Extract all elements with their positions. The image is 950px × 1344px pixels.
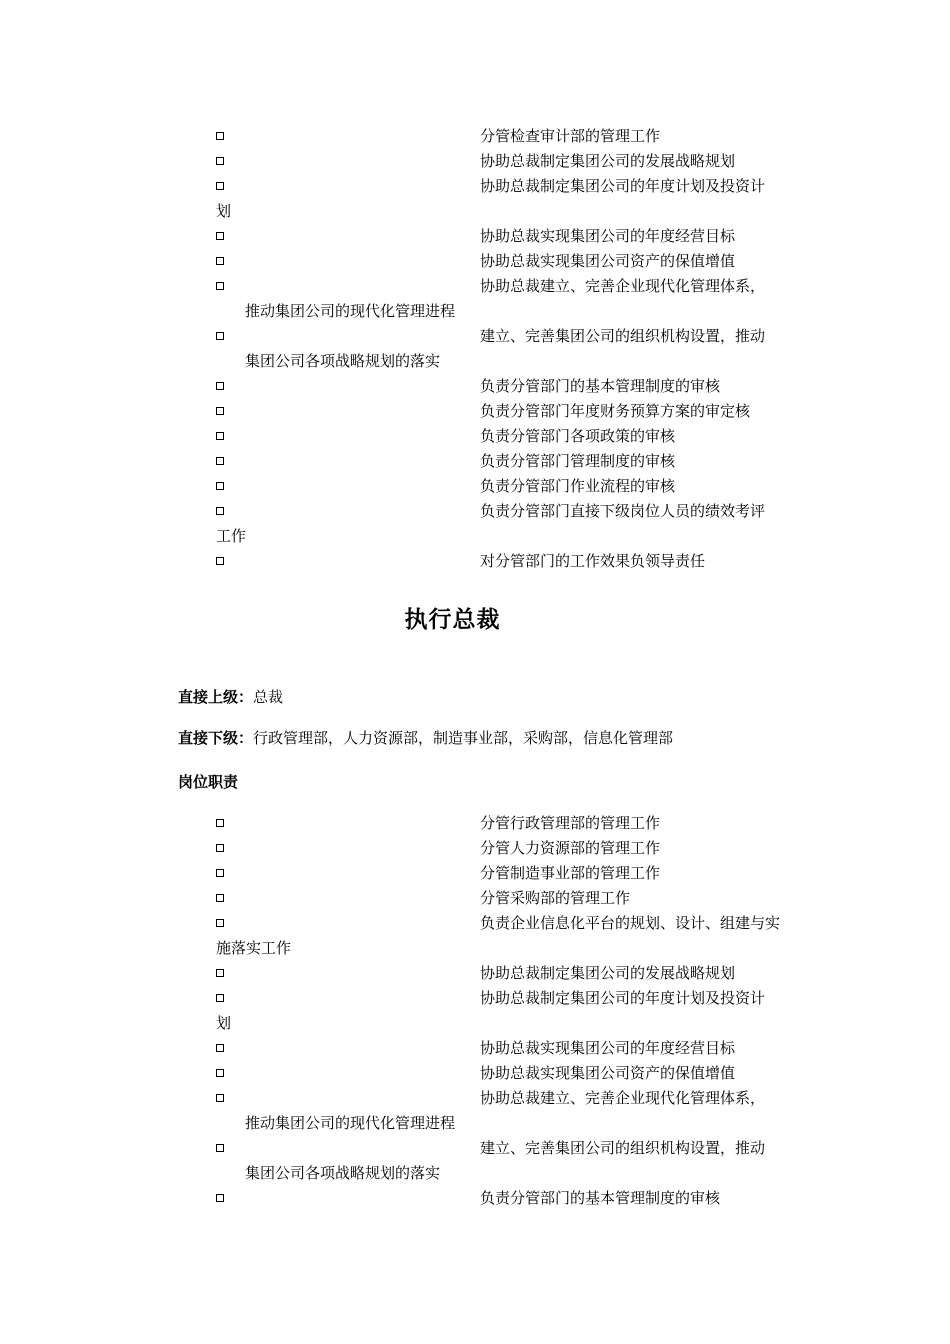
duty-list-1 bbox=[216, 124, 816, 574]
checkbox-icon bbox=[216, 969, 224, 977]
checkbox-icon bbox=[216, 1044, 224, 1052]
item-text: 协助总裁实现集团公司资产的保值增值 bbox=[480, 252, 736, 270]
checkbox-icon bbox=[216, 382, 224, 390]
section-title: 执行总裁 bbox=[404, 607, 501, 633]
direct-superior-value: 总裁 bbox=[253, 688, 284, 706]
item-text: 协助总裁建立、完善企业现代化管理体系， bbox=[480, 277, 766, 295]
list-item bbox=[216, 911, 816, 961]
item-text-continued: 工作 bbox=[216, 527, 247, 545]
list-item bbox=[216, 1061, 816, 1086]
list-item bbox=[216, 224, 816, 249]
item-text: 负责分管部门的基本管理制度的审核 bbox=[480, 377, 721, 395]
list-item bbox=[216, 861, 816, 886]
item-text: 协助总裁制定集团公司的年度计划及投资计 bbox=[480, 177, 766, 195]
item-text: 负责分管部门作业流程的审核 bbox=[480, 477, 676, 495]
list-item bbox=[216, 274, 816, 324]
checkbox-icon bbox=[216, 869, 224, 877]
item-text: 负责企业信息化平台的规划、设计、组建与实 bbox=[480, 914, 781, 932]
list-item bbox=[216, 886, 816, 911]
item-text: 分管检查审计部的管理工作 bbox=[480, 127, 661, 145]
list-item bbox=[216, 174, 816, 224]
item-text-continued: 推动集团公司的现代化管理进程 bbox=[245, 1114, 456, 1132]
item-text: 负责分管部门直接下级岗位人员的绩效考评 bbox=[480, 502, 766, 520]
direct-subordinate-label: 直接下级： bbox=[178, 729, 254, 747]
list-item bbox=[216, 374, 816, 399]
item-text-continued: 集团公司各项战略规划的落实 bbox=[245, 1164, 441, 1182]
item-text: 建立、完善集团公司的组织机构设置，推动 bbox=[480, 327, 766, 345]
item-text: 协助总裁制定集团公司的年度计划及投资计 bbox=[480, 989, 766, 1007]
list-item bbox=[216, 1086, 816, 1136]
checkbox-icon bbox=[216, 482, 224, 490]
list-item bbox=[216, 811, 816, 836]
checkbox-icon bbox=[216, 282, 224, 290]
direct-subordinate-value: 行政管理部，人力资源部，制造事业部，采购部，信息化管理部 bbox=[253, 729, 674, 747]
item-text: 协助总裁实现集团公司的年度经营目标 bbox=[480, 1039, 736, 1057]
item-text: 协助总裁建立、完善企业现代化管理体系， bbox=[480, 1089, 766, 1107]
list-item bbox=[216, 549, 816, 574]
list-item bbox=[216, 1136, 816, 1186]
item-text: 分管制造事业部的管理工作 bbox=[480, 864, 661, 882]
checkbox-icon bbox=[216, 157, 224, 165]
direct-superior-label: 直接上级： bbox=[178, 688, 254, 706]
item-text-continued: 施落实工作 bbox=[216, 939, 292, 957]
list-item bbox=[216, 449, 816, 474]
duty-list-2 bbox=[216, 811, 816, 1211]
checkbox-icon bbox=[216, 182, 224, 190]
checkbox-icon bbox=[216, 919, 224, 927]
checkbox-icon bbox=[216, 819, 224, 827]
item-text-continued: 划 bbox=[216, 1014, 232, 1032]
checkbox-icon bbox=[216, 1144, 224, 1152]
list-item bbox=[216, 324, 816, 374]
item-text: 负责分管部门年度财务预算方案的审定核 bbox=[480, 402, 751, 420]
item-text: 协助总裁制定集团公司的发展战略规划 bbox=[480, 152, 736, 170]
duties-label: 岗位职责 bbox=[178, 773, 239, 791]
item-text-continued: 划 bbox=[216, 202, 232, 220]
item-text-continued: 推动集团公司的现代化管理进程 bbox=[245, 302, 456, 320]
checkbox-icon bbox=[216, 844, 224, 852]
checkbox-icon bbox=[216, 994, 224, 1002]
list-item bbox=[216, 424, 816, 449]
list-item bbox=[216, 124, 816, 149]
item-text: 负责分管部门管理制度的审核 bbox=[480, 452, 676, 470]
list-item bbox=[216, 399, 816, 424]
checkbox-icon bbox=[216, 507, 224, 515]
item-text: 分管人力资源部的管理工作 bbox=[480, 839, 661, 857]
checkbox-icon bbox=[216, 457, 224, 465]
item-text: 协助总裁实现集团公司资产的保值增值 bbox=[480, 1064, 736, 1082]
list-item bbox=[216, 249, 816, 274]
list-item bbox=[216, 1186, 816, 1211]
item-text: 分管采购部的管理工作 bbox=[480, 889, 631, 907]
checkbox-icon bbox=[216, 557, 224, 565]
checkbox-icon bbox=[216, 1194, 224, 1202]
checkbox-icon bbox=[216, 257, 224, 265]
checkbox-icon bbox=[216, 1094, 224, 1102]
item-text-continued: 集团公司各项战略规划的落实 bbox=[245, 352, 441, 370]
direct-subordinate bbox=[178, 727, 673, 749]
checkbox-icon bbox=[216, 894, 224, 902]
checkbox-icon bbox=[216, 432, 224, 440]
duties-heading bbox=[178, 771, 238, 793]
checkbox-icon bbox=[216, 407, 224, 415]
list-item bbox=[216, 836, 816, 861]
list-item bbox=[216, 499, 816, 549]
item-text: 对分管部门的工作效果负领导责任 bbox=[480, 552, 706, 570]
item-text: 协助总裁实现集团公司的年度经营目标 bbox=[480, 227, 736, 245]
direct-superior bbox=[178, 686, 283, 708]
list-item bbox=[216, 1036, 816, 1061]
item-text: 协助总裁制定集团公司的发展战略规划 bbox=[480, 964, 736, 982]
list-item bbox=[216, 986, 816, 1036]
checkbox-icon bbox=[216, 1069, 224, 1077]
item-text: 负责分管部门各项政策的审核 bbox=[480, 427, 676, 445]
list-item bbox=[216, 474, 816, 499]
list-item bbox=[216, 961, 816, 986]
item-text: 分管行政管理部的管理工作 bbox=[480, 814, 661, 832]
checkbox-icon bbox=[216, 232, 224, 240]
checkbox-icon bbox=[216, 132, 224, 140]
item-text: 建立、完善集团公司的组织机构设置，推动 bbox=[480, 1139, 766, 1157]
checkbox-icon bbox=[216, 332, 224, 340]
list-item bbox=[216, 149, 816, 174]
item-text: 负责分管部门的基本管理制度的审核 bbox=[480, 1189, 721, 1207]
